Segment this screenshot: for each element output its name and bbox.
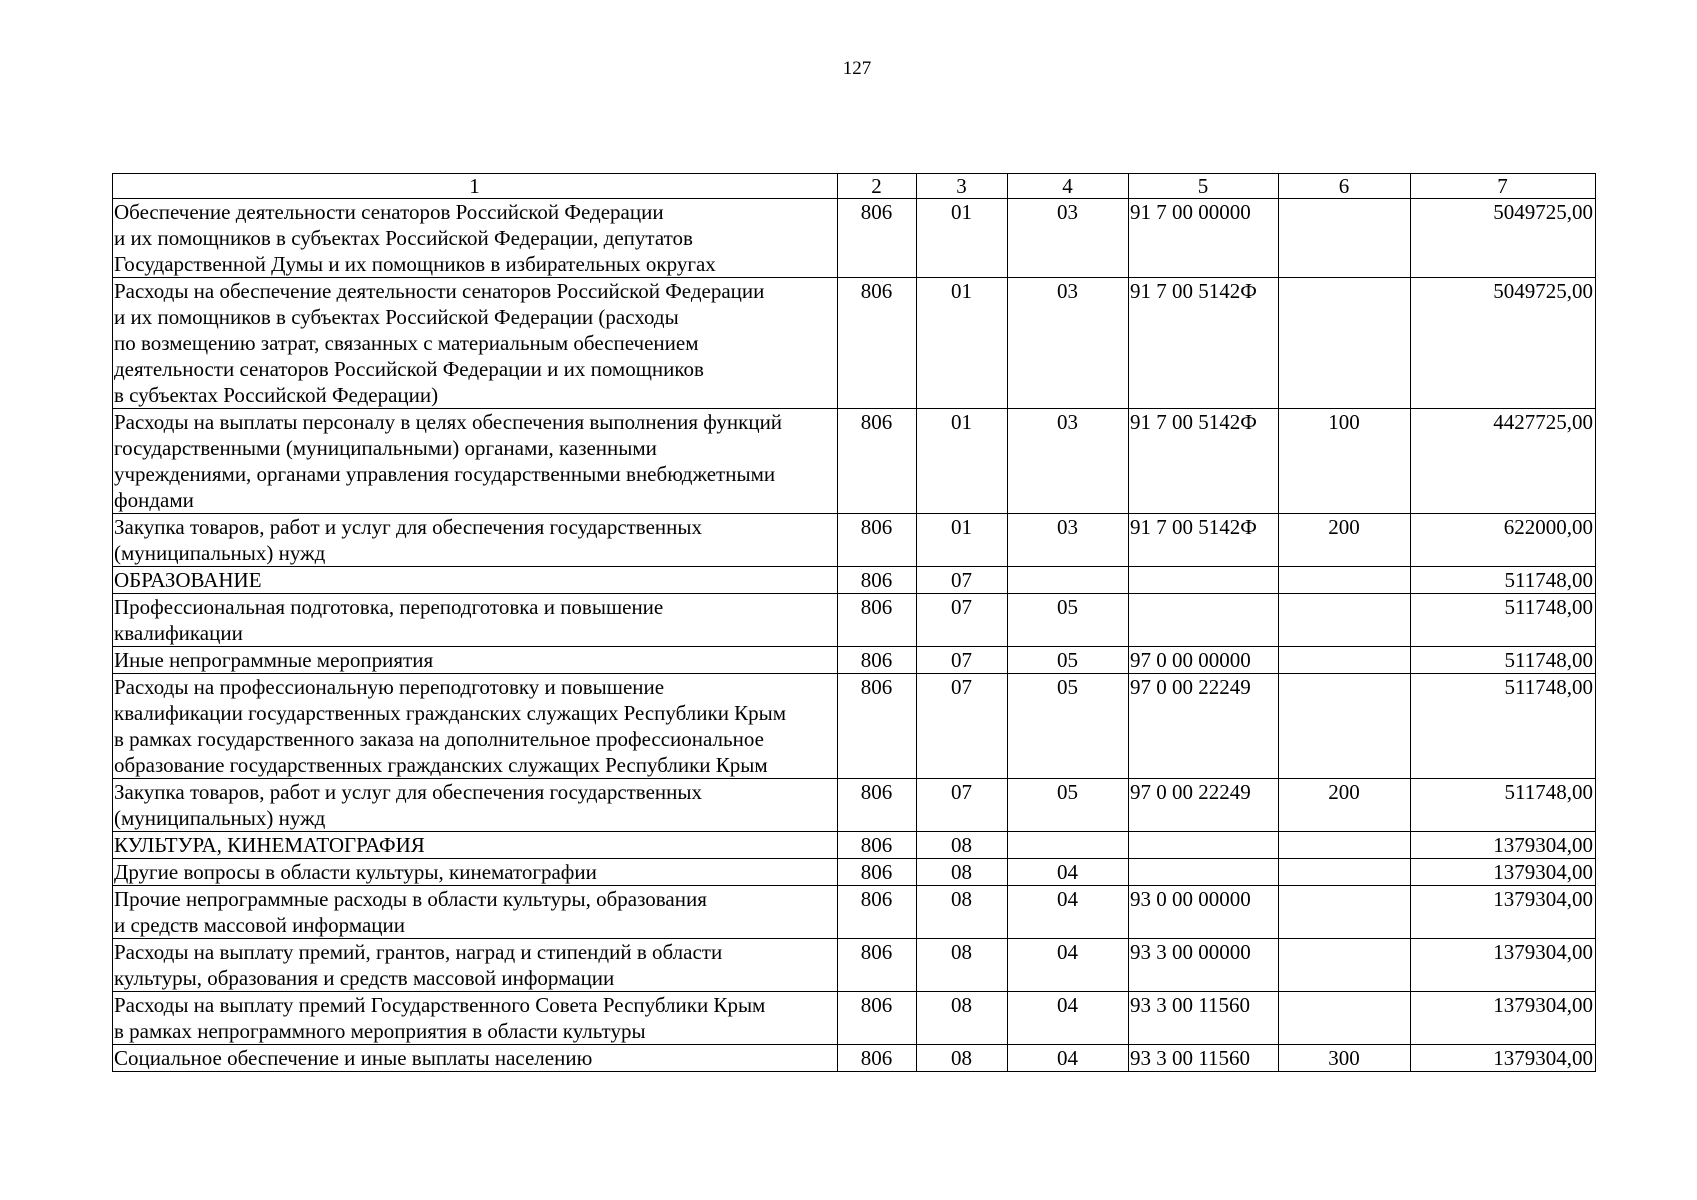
target-article-cell (1129, 567, 1279, 594)
target-article-cell: 91 7 00 00000 (1129, 199, 1279, 278)
subsection-cell (1008, 567, 1129, 594)
ministry-code-cell: 806 (838, 832, 917, 859)
row-name-cell: Закупка товаров, работ и услуг для обеспечения государственных (муниципальных) нужд (113, 779, 838, 832)
column-header-6: 6 (1279, 174, 1411, 199)
subsection-cell: 05 (1008, 594, 1129, 647)
row-name-cell: Социальное обеспечение и иные выплаты населению (113, 1045, 838, 1072)
amount-cell: 1379304,00 (1411, 886, 1596, 939)
target-article-cell: 93 3 00 11560 (1129, 992, 1279, 1045)
subsection-cell: 03 (1008, 514, 1129, 567)
expense-type-cell (1279, 886, 1411, 939)
table-row (113, 199, 1596, 278)
amount-cell: 511748,00 (1411, 567, 1596, 594)
expense-type-cell (1279, 647, 1411, 674)
expense-type-cell (1279, 674, 1411, 779)
section-cell: 08 (917, 1045, 1008, 1072)
ministry-code-cell: 806 (838, 199, 917, 278)
target-article-cell: 93 0 00 00000 (1129, 886, 1279, 939)
subsection-cell: 05 (1008, 674, 1129, 779)
section-cell: 07 (917, 674, 1008, 779)
target-article-cell: 91 7 00 5142Ф (1129, 278, 1279, 409)
expense-type-cell (1279, 939, 1411, 992)
amount-cell: 5049725,00 (1411, 278, 1596, 409)
ministry-code-cell: 806 (838, 779, 917, 832)
subsection-cell: 04 (1008, 1045, 1129, 1072)
amount-cell: 1379304,00 (1411, 859, 1596, 886)
target-article-cell (1129, 594, 1279, 647)
ministry-code-cell: 806 (838, 992, 917, 1045)
table-row (113, 886, 1596, 939)
table-row (113, 992, 1596, 1045)
row-name-cell: Прочие непрограммные расходы в области культуры, образования и средств массовой информации (113, 886, 838, 939)
table-row (113, 1045, 1596, 1072)
amount-cell: 1379304,00 (1411, 992, 1596, 1045)
row-name-cell: Расходы на выплату премий, грантов, наград и стипендий в области культуры, образования и средств массовой информации (113, 939, 838, 992)
target-article-cell: 93 3 00 00000 (1129, 939, 1279, 992)
subsection-cell: 03 (1008, 409, 1129, 514)
section-cell: 01 (917, 199, 1008, 278)
row-name-cell: Расходы на обеспечение деятельности сенаторов Российской Федерации и их помощников в субъектах Российской Федерации (расходы по возмещению затрат, связанных с материальным обеспечением деятельности сенаторов Российской Федерации и их помощников в субъектах Российской Федерации) (113, 278, 838, 409)
expense-type-cell (1279, 832, 1411, 859)
ministry-code-cell: 806 (838, 859, 917, 886)
column-header-5: 5 (1129, 174, 1279, 199)
table-row (113, 594, 1596, 647)
ministry-code-cell: 806 (838, 567, 917, 594)
section-cell: 01 (917, 278, 1008, 409)
amount-cell: 5049725,00 (1411, 199, 1596, 278)
subsection-cell: 04 (1008, 886, 1129, 939)
table-row (113, 409, 1596, 514)
row-name-cell: Другие вопросы в области культуры, кинематографии (113, 859, 838, 886)
section-cell: 08 (917, 939, 1008, 992)
target-article-cell: 93 3 00 11560 (1129, 1045, 1279, 1072)
row-name-cell: Закупка товаров, работ и услуг для обеспечения государственных (муниципальных) нужд (113, 514, 838, 567)
section-cell: 07 (917, 567, 1008, 594)
ministry-code-cell: 806 (838, 409, 917, 514)
amount-cell: 511748,00 (1411, 779, 1596, 832)
expense-type-cell (1279, 594, 1411, 647)
amount-cell: 1379304,00 (1411, 832, 1596, 859)
amount-cell: 1379304,00 (1411, 939, 1596, 992)
table-row (113, 859, 1596, 886)
target-article-cell: 97 0 00 22249 (1129, 674, 1279, 779)
ministry-code-cell: 806 (838, 939, 917, 992)
expense-type-cell: 200 (1279, 779, 1411, 832)
section-cell: 07 (917, 594, 1008, 647)
expense-type-cell: 300 (1279, 1045, 1411, 1072)
section-cell: 01 (917, 409, 1008, 514)
row-name-cell: Профессиональная подготовка, переподготовка и повышение квалификации (113, 594, 838, 647)
section-cell: 08 (917, 992, 1008, 1045)
subsection-cell: 05 (1008, 647, 1129, 674)
row-name-cell: КУЛЬТУРА, КИНЕМАТОГРАФИЯ (113, 832, 838, 859)
row-name-cell: ОБРАЗОВАНИЕ (113, 567, 838, 594)
section-cell: 01 (917, 514, 1008, 567)
table-row (113, 939, 1596, 992)
target-article-cell: 91 7 00 5142Ф (1129, 514, 1279, 567)
target-article-cell: 97 0 00 00000 (1129, 647, 1279, 674)
expense-type-cell (1279, 278, 1411, 409)
subsection-cell: 04 (1008, 992, 1129, 1045)
column-header-3: 3 (917, 174, 1008, 199)
table-row (113, 567, 1596, 594)
ministry-code-cell: 806 (838, 278, 917, 409)
row-name-cell: Иные непрограммные мероприятия (113, 647, 838, 674)
section-cell: 07 (917, 779, 1008, 832)
table-row (113, 832, 1596, 859)
row-name-cell: Расходы на выплаты персоналу в целях обеспечения выполнения функций государственными (муниципальными) органами, казенными учреждениями, органами управления государственными внебюджетными фондами (113, 409, 838, 514)
target-article-cell (1129, 859, 1279, 886)
target-article-cell (1129, 832, 1279, 859)
ministry-code-cell: 806 (838, 1045, 917, 1072)
amount-cell: 4427725,00 (1411, 409, 1596, 514)
table-row (113, 514, 1596, 567)
expense-type-cell (1279, 199, 1411, 278)
amount-cell: 511748,00 (1411, 647, 1596, 674)
subsection-cell: 03 (1008, 278, 1129, 409)
header-row (113, 174, 1596, 199)
amount-cell: 511748,00 (1411, 594, 1596, 647)
section-cell: 08 (917, 859, 1008, 886)
section-cell: 07 (917, 647, 1008, 674)
expense-type-cell (1279, 859, 1411, 886)
column-header-4: 4 (1008, 174, 1129, 199)
column-header-7: 7 (1411, 174, 1596, 199)
ministry-code-cell: 806 (838, 886, 917, 939)
table-row (113, 647, 1596, 674)
amount-cell: 511748,00 (1411, 674, 1596, 779)
column-header-2: 2 (838, 174, 917, 199)
subsection-cell: 03 (1008, 199, 1129, 278)
section-cell: 08 (917, 832, 1008, 859)
subsection-cell: 04 (1008, 939, 1129, 992)
table-row (113, 779, 1596, 832)
ministry-code-cell: 806 (838, 674, 917, 779)
target-article-cell: 97 0 00 22249 (1129, 779, 1279, 832)
target-article-cell: 91 7 00 5142Ф (1129, 409, 1279, 514)
table-body (113, 199, 1596, 1072)
section-cell: 08 (917, 886, 1008, 939)
budget-table (112, 173, 1596, 1072)
subsection-cell: 04 (1008, 859, 1129, 886)
row-name-cell: Расходы на профессиональную переподготовку и повышение квалификации государственных гражданских служащих Республики Крым в рамках государственного заказа на дополнительное профессиональное образование государственных гражданских служащих Республики Крым (113, 674, 838, 779)
expense-type-cell: 100 (1279, 409, 1411, 514)
column-header-1: 1 (113, 174, 838, 199)
ministry-code-cell: 806 (838, 594, 917, 647)
row-name-cell: Обеспечение деятельности сенаторов Российской Федерации и их помощников в субъектах Российской Федерации, депутатов Государственной Думы и их помощников в избирательных округах (113, 199, 838, 278)
ministry-code-cell: 806 (838, 514, 917, 567)
amount-cell: 622000,00 (1411, 514, 1596, 567)
page-number: 127 (842, 58, 872, 79)
subsection-cell: 05 (1008, 779, 1129, 832)
amount-cell: 1379304,00 (1411, 1045, 1596, 1072)
expense-type-cell (1279, 992, 1411, 1045)
subsection-cell (1008, 832, 1129, 859)
row-name-cell: Расходы на выплату премий Государственного Совета Республики Крым в рамках непрограммного мероприятия в области культуры (113, 992, 838, 1045)
table-row (113, 278, 1596, 409)
expense-type-cell (1279, 567, 1411, 594)
expense-type-cell: 200 (1279, 514, 1411, 567)
table-row (113, 674, 1596, 779)
ministry-code-cell: 806 (838, 647, 917, 674)
